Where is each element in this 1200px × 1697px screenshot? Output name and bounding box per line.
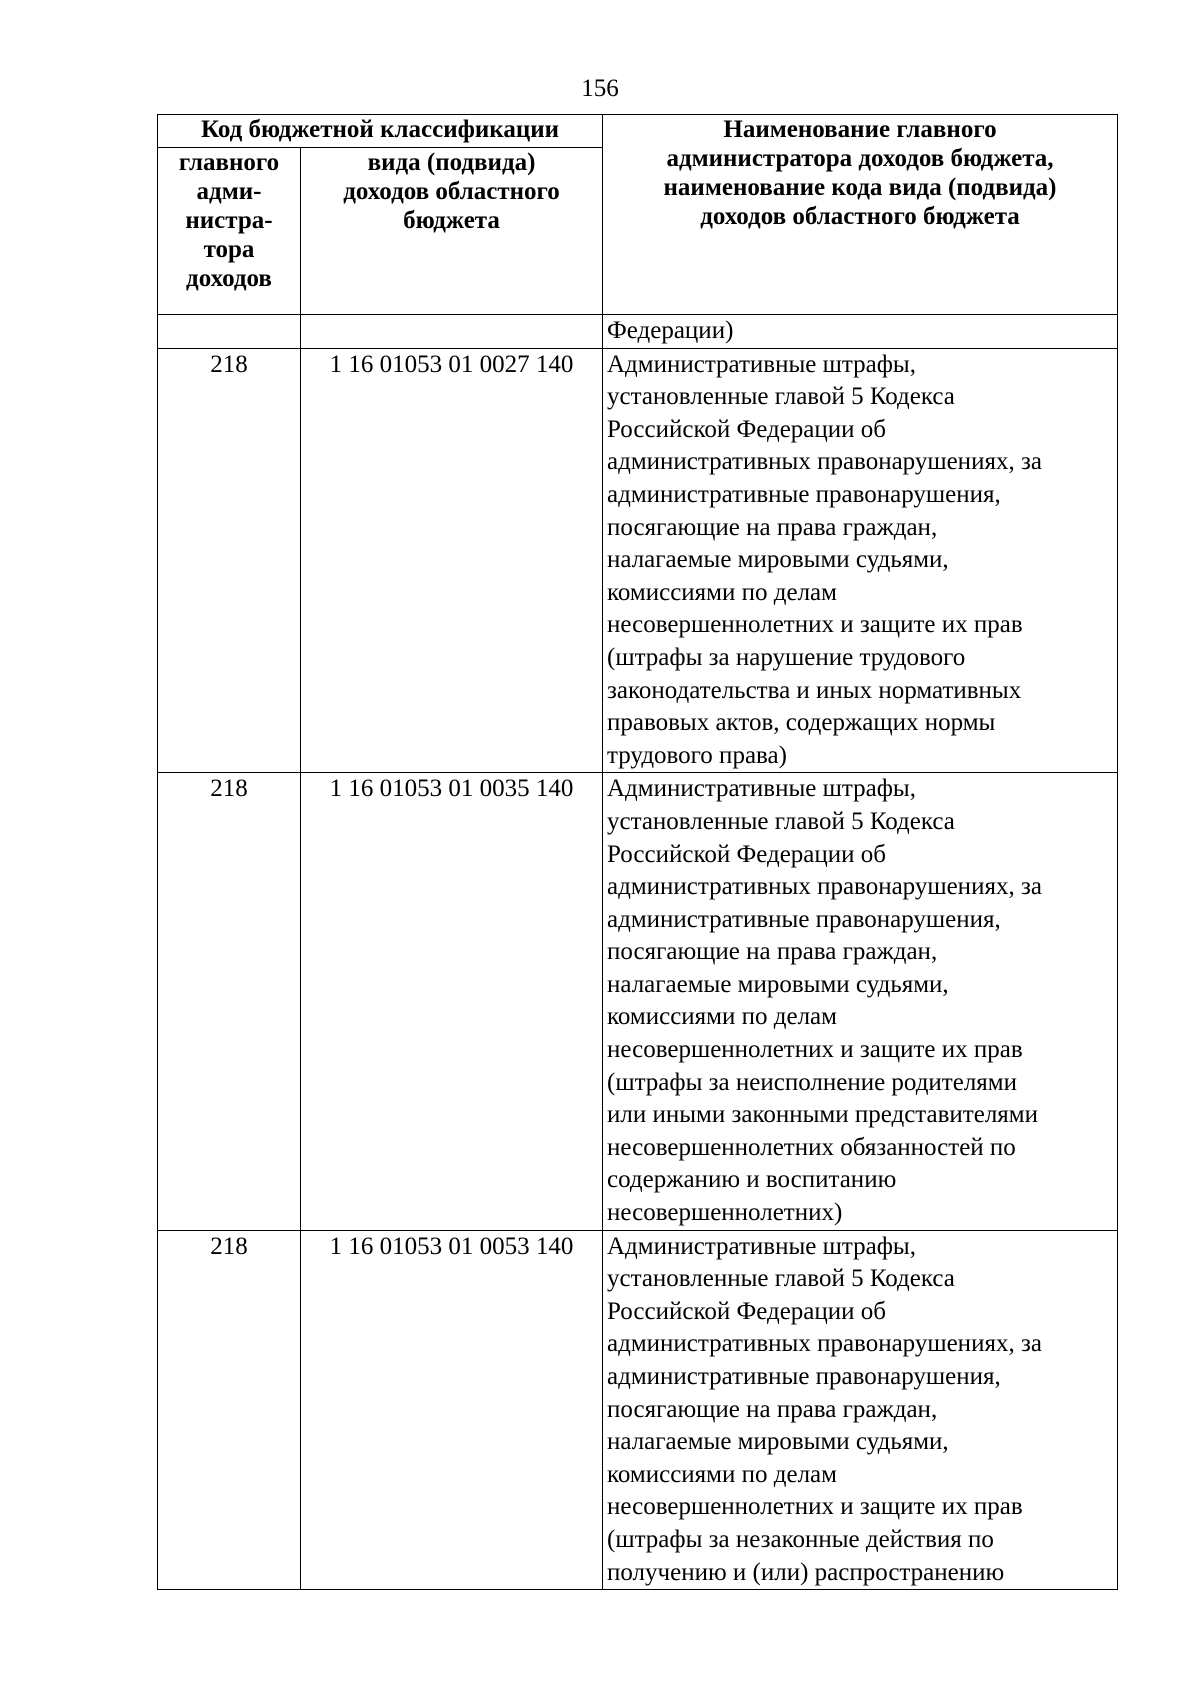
revenue-name-cell [603, 773, 1118, 1230]
revenue-name-line: несовершеннолетних и защите их прав [607, 1493, 1023, 1521]
revenue-name-line: законодательства и иных нормативных [607, 676, 1022, 704]
admin-code-cell: 218 [158, 1230, 301, 1590]
revenue-name-line: налагаемые мировыми судьями, [607, 546, 949, 574]
table-row [158, 1230, 1118, 1590]
name-column-header [603, 115, 1118, 315]
revenue-name-line: посягающие на права граждан, [607, 513, 938, 541]
revenue-name-line: трудового права) [607, 741, 787, 769]
revenue-name-line: Административные штрафы, [607, 1232, 916, 1260]
budget-classification-table [157, 114, 1118, 1590]
admin-code-cell: 218 [158, 773, 301, 1230]
revenue-name-line: Административные штрафы, [607, 350, 916, 378]
revenue-code-cell: 1 16 01053 01 0035 140 [301, 773, 603, 1230]
revenue-name-line: Российской Федерации об [607, 1297, 886, 1325]
revenue-code-cell: 1 16 01053 01 0053 140 [301, 1230, 603, 1590]
revenue-name-line: несовершеннолетних) [607, 1199, 843, 1227]
revenue-name-line: несовершеннолетних и защите их прав [607, 611, 1023, 639]
revenue-name-line: (штрафы за незаконные действия по [607, 1525, 994, 1553]
revenue-name-line: Российской Федерации об [607, 840, 886, 868]
header-line: вида (подвида) [367, 149, 536, 176]
revenue-name-line: административные правонарушения, [607, 480, 1001, 508]
table-row [158, 348, 1118, 773]
table-header [158, 115, 1118, 315]
admin-code-cell: 218 [158, 348, 301, 773]
header-line: администратора доходов бюджета, [666, 145, 1054, 172]
revenue-name-line: несовершеннолетних обязанностей по [607, 1133, 1016, 1161]
revenue-name-line: установленные главой 5 Кодекса [607, 1265, 955, 1293]
budget-classification-code-header: Код бюджетной классификации [158, 115, 603, 148]
revenue-name-line: налагаемые мировыми судьями, [607, 970, 949, 998]
revenue-name-line: административные правонарушения, [607, 1363, 1001, 1390]
revenue-name-line: или иными законными представителями [607, 1101, 1039, 1129]
revenue-name-line: комиссиями по делам [607, 1003, 837, 1031]
table-row [158, 315, 1118, 349]
revenue-name-line: получению и (или) распространению [607, 1558, 1005, 1586]
revenue-name-line: комиссиями по делам [607, 578, 837, 606]
header-line: доходов [186, 265, 272, 292]
revenue-name-line: посягающие на права граждан, [607, 1395, 938, 1423]
revenue-name-line: (штрафы за неисполнение родителями [607, 1068, 1017, 1096]
header-line: наименование кода вида (подвида) [663, 174, 1057, 201]
revenue-name-line: административных правонарушениях, за [607, 1330, 1042, 1358]
revenue-name-line: Российской Федерации об [607, 415, 886, 443]
table-row [158, 773, 1118, 1230]
revenue-name-line: содержанию и воспитанию [607, 1166, 897, 1194]
revenue-name-line: несовершеннолетних и защите их прав [607, 1036, 1023, 1064]
revenue-name-line: (штрафы за нарушение трудового [607, 643, 966, 671]
revenue-name-line: установленные главой 5 Кодекса [607, 807, 955, 835]
header-line: нистра- [185, 207, 273, 234]
revenue-name-cell [603, 1230, 1118, 1590]
admin-column-header [158, 148, 301, 315]
revenue-name-line: посягающие на права граждан, [607, 938, 938, 966]
code-column-header [301, 148, 603, 315]
header-line: доходов областного бюджета [700, 203, 1020, 230]
header-line: главного [178, 149, 280, 176]
header-line: тора [203, 236, 255, 263]
header-line: адми- [196, 178, 262, 205]
header-line: Наименование главного [723, 116, 997, 143]
revenue-name-cell [603, 348, 1118, 773]
revenue-name-line: Федерации) [607, 317, 734, 344]
revenue-code-cell [301, 315, 603, 349]
table-body [158, 315, 1118, 1590]
revenue-name-cell [603, 315, 1118, 349]
admin-code-cell [158, 315, 301, 349]
header-line: доходов областного [343, 178, 560, 205]
revenue-name-line: Административные штрафы, [607, 775, 916, 803]
revenue-name-line: административных правонарушениях, за [607, 448, 1042, 476]
header-line: бюджета [403, 207, 500, 234]
revenue-code-cell: 1 16 01053 01 0027 140 [301, 348, 603, 773]
revenue-name-line: комиссиями по делам [607, 1460, 837, 1488]
revenue-name-line: административные правонарушения, [607, 905, 1001, 933]
page-number: 156 [581, 75, 619, 102]
revenue-name-line: административных правонарушениях, за [607, 873, 1042, 901]
revenue-name-line: налагаемые мировыми судьями, [607, 1428, 949, 1456]
revenue-name-line: установленные главой 5 Кодекса [607, 383, 955, 411]
revenue-name-line: правовых актов, содержащих нормы [607, 709, 996, 737]
